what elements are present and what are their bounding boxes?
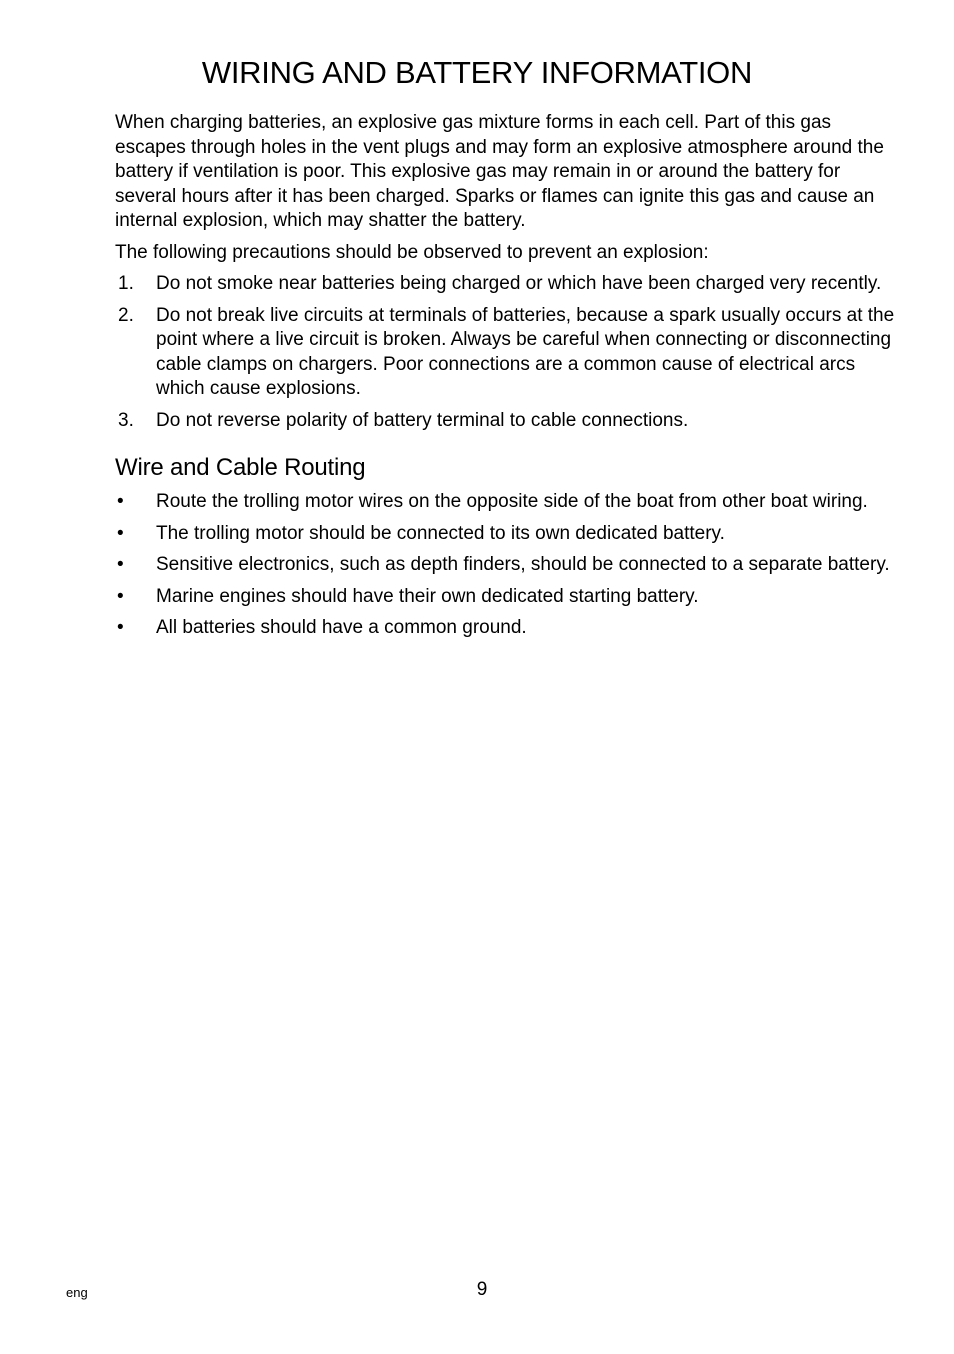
routing-item [115, 616, 895, 641]
routing-item [115, 490, 895, 515]
routing-item [115, 585, 895, 610]
precautions-list [115, 272, 895, 433]
bullet-icon: • [117, 522, 124, 544]
precaution-text: Do not smoke near batteries being charged or which have been charged very recently. [156, 273, 882, 294]
precaution-number: 1. [118, 273, 134, 294]
page-number: 9 [476, 1279, 488, 1300]
precaution-item [115, 272, 895, 297]
precaution-item [115, 409, 895, 434]
precaution-number: 2. [118, 304, 134, 326]
routing-item [115, 553, 895, 578]
bullet-icon: • [117, 617, 124, 638]
precaution-item [115, 304, 895, 402]
routing-item [115, 522, 895, 547]
main-content [115, 111, 895, 648]
precautions-lead: The following precautions should be observed to prevent an explosion: [115, 241, 709, 263]
bullet-icon: • [117, 554, 124, 575]
routing-item-text: Sensitive electronics, such as depth finders, should be connected to a separate battery. [156, 554, 890, 575]
section-heading-routing: Wire and Cable Routing [115, 454, 366, 481]
footer-language-code: eng [66, 1285, 88, 1300]
intro-paragraph: When charging batteries, an explosive gas mixture forms in each cell. Part of this gas escapes through holes in the vent plugs and may form an explosive atmosphere around the battery if ventilation is poor. This explosive gas may remain in or around the battery for several hours after it has been charged. Sparks or flames can ignite this gas and cause an internal explosion, which may shatter the battery. [115, 112, 884, 231]
precaution-number: 3. [118, 409, 134, 431]
routing-list [115, 490, 895, 641]
routing-item-text: All batteries should have a common ground. [156, 617, 527, 638]
bullet-icon: • [117, 585, 124, 607]
routing-item-text: Route the trolling motor wires on the opposite side of the boat from other boat wiring. [156, 491, 868, 512]
precaution-text: Do not break live circuits at terminals of batteries, because a spark usually occurs at the point where a live circuit is broken. Always be careful when connecting or disconnecting cable clamps on chargers. Poor connections are a common cause of electrical arcs which cause explosions. [156, 304, 895, 399]
page-title: WIRING AND BATTERY INFORMATION [201, 55, 753, 90]
routing-item-text: Marine engines should have their own dedicated starting battery. [156, 585, 699, 607]
precaution-text: Do not reverse polarity of battery terminal to cable connections. [156, 409, 689, 431]
routing-item-text: The trolling motor should be connected to its own dedicated battery. [156, 522, 725, 544]
bullet-icon: • [117, 491, 124, 512]
